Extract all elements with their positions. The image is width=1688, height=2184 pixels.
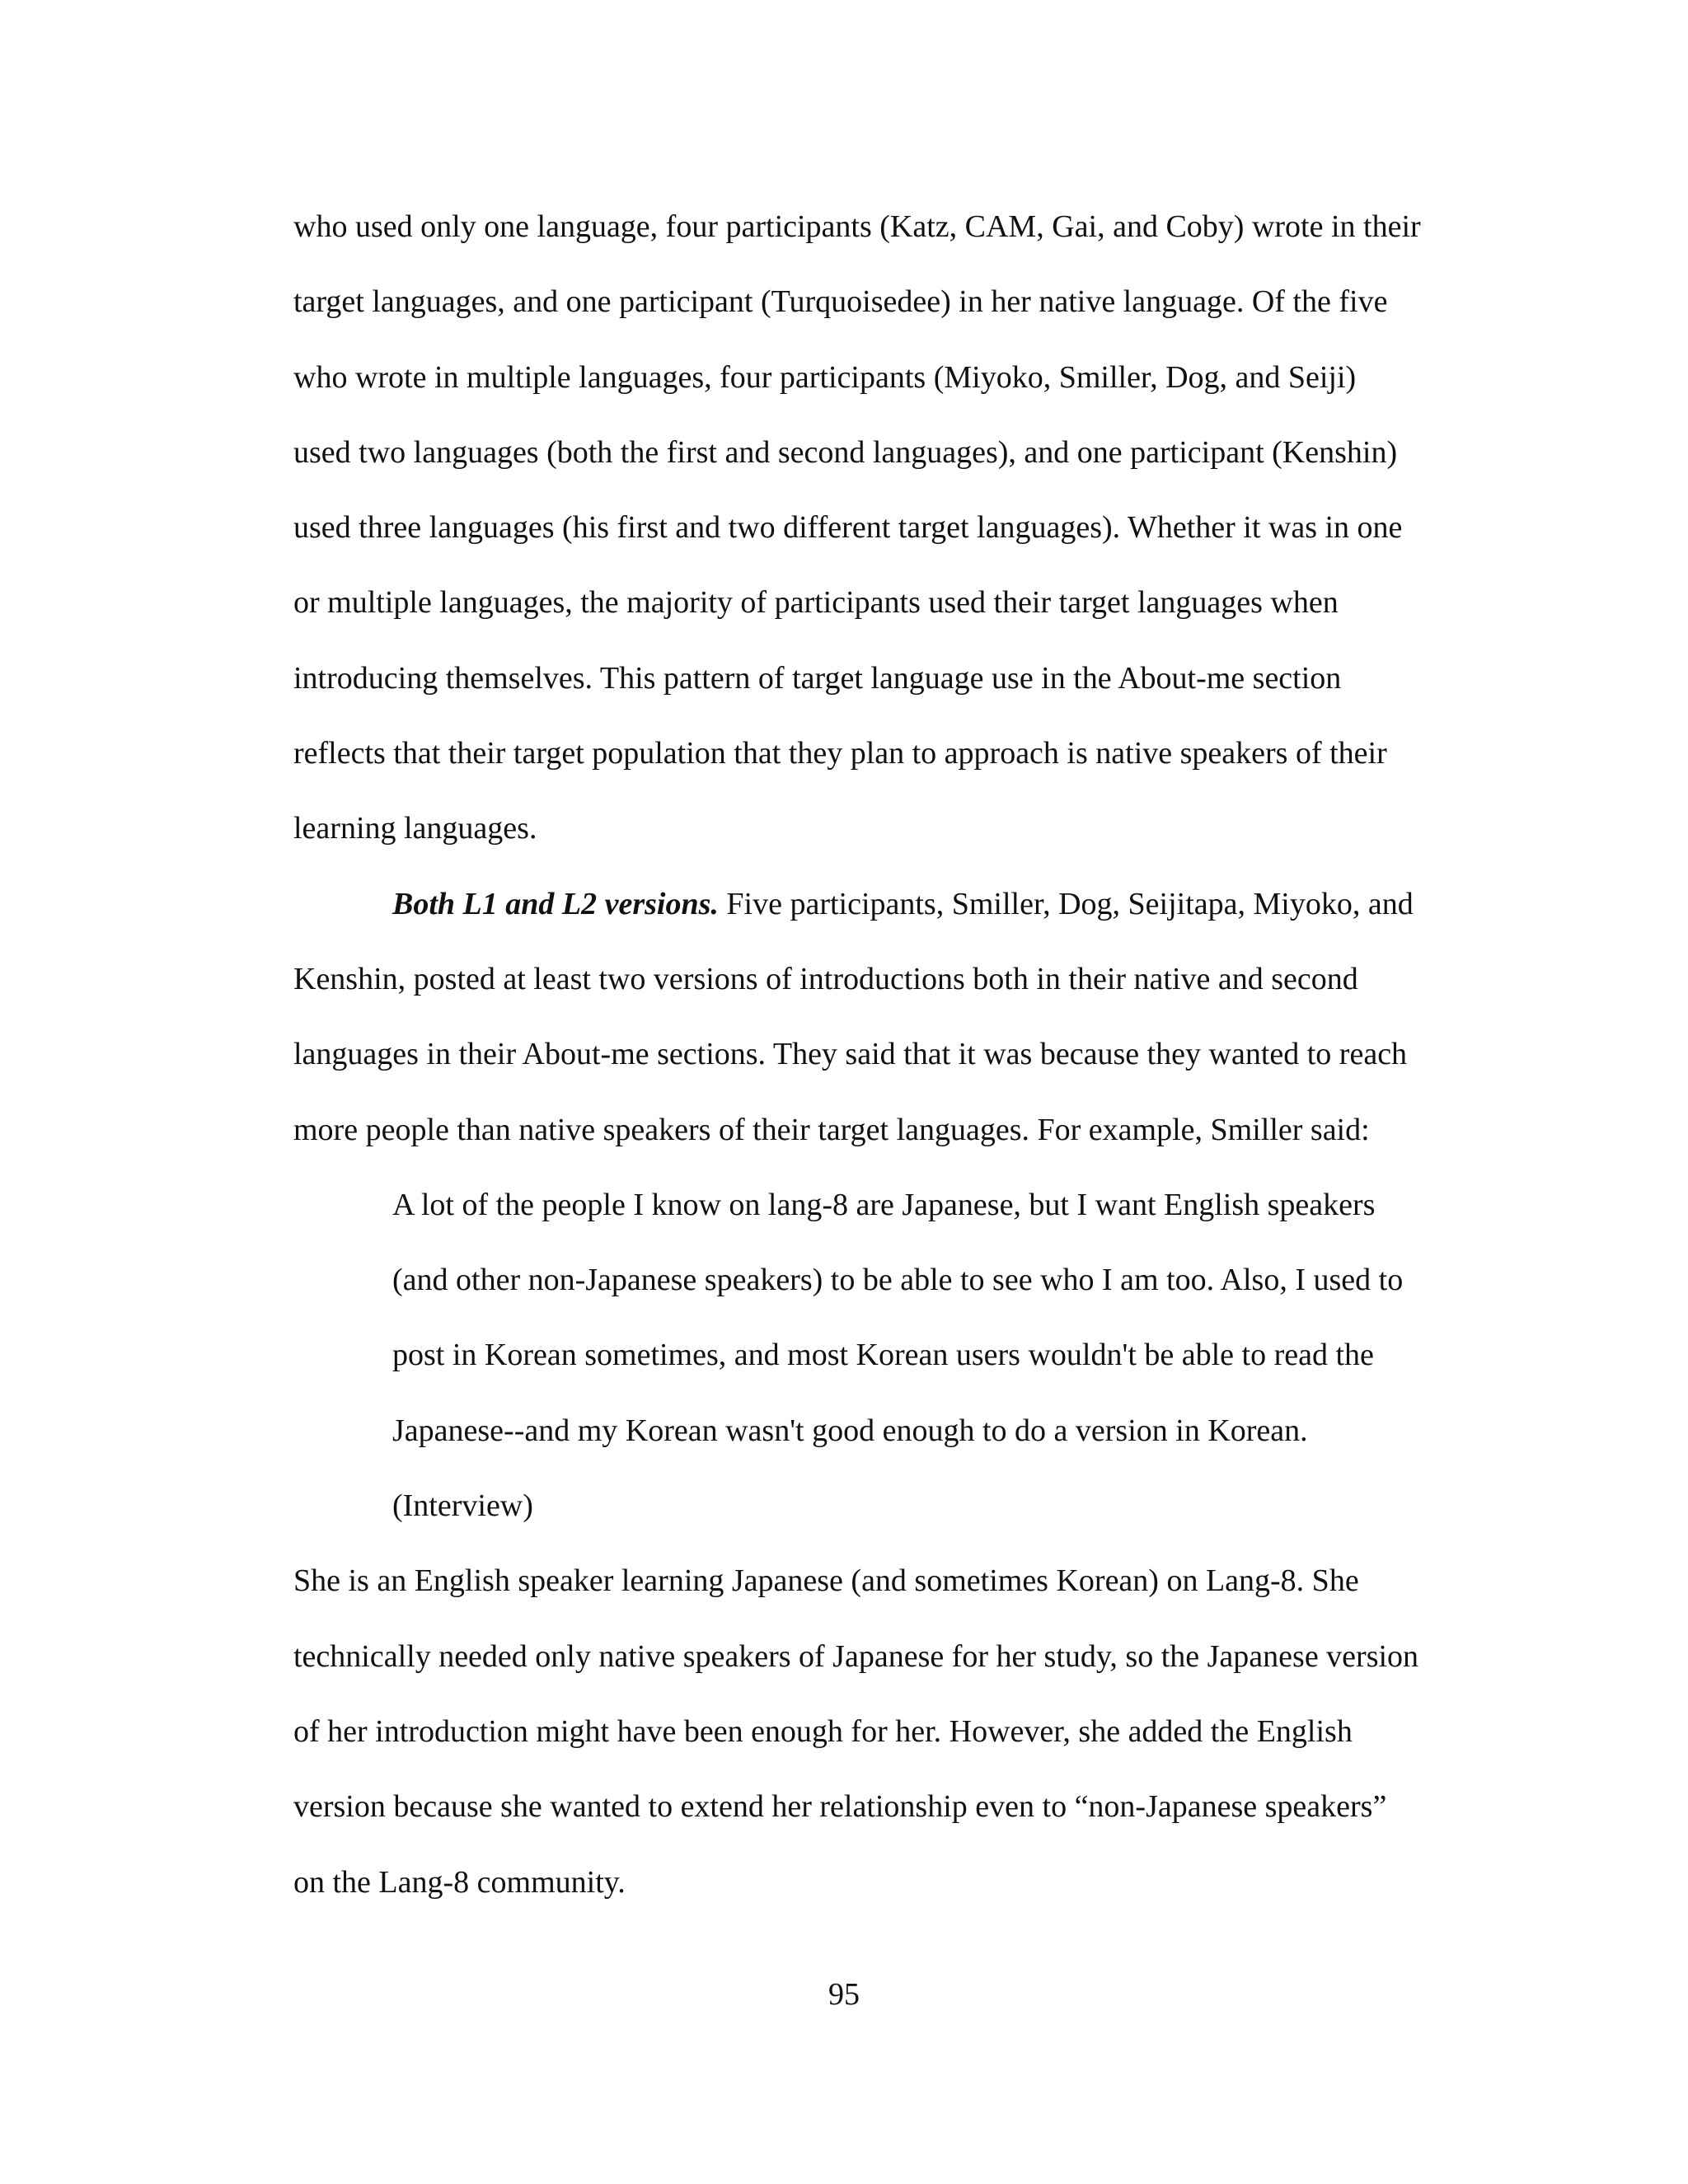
section-heading: Both L1 and L2 versions.: [392, 886, 719, 921]
text-line: technically needed only native speakers of Japanese for her study, so the Japanese version: [293, 1638, 1419, 1674]
text-line: introducing themselves. This pattern of target language use in the About-me section: [293, 660, 1342, 696]
section-first-line: [293, 867, 1480, 942]
text-line: target languages, and one participant (Turquoisedee) in her native language. Of the five: [293, 284, 1388, 320]
body-text: [293, 190, 1480, 1920]
text-line: learning languages.: [293, 811, 537, 846]
page-number: 95: [828, 1977, 860, 2012]
text-line: Kenshin, posted at least two versions of introductions both in their native and second: [293, 961, 1358, 996]
section-paragraph: [293, 867, 1480, 1168]
quote-line: A lot of the people I know on lang-8 are Japanese, but I want English speakers: [392, 1187, 1376, 1222]
text-line: who used only one language, four participants (Katz, CAM, Gai, and Coby) wrote in their: [293, 209, 1421, 244]
text-line: languages in their About-me sections. They said that it was because they wanted to reach: [293, 1037, 1408, 1072]
text-line: of her introduction might have been enough for her. However, she added the English: [293, 1713, 1353, 1749]
paragraph-continued: [293, 190, 1480, 867]
text-line: used two languages (both the first and second languages), and one participant (Kenshin): [293, 434, 1398, 470]
quote-line: post in Korean sometimes, and most Korean users wouldn't be able to read the: [392, 1338, 1374, 1373]
text-line: who wrote in multiple languages, four participants (Miyoko, Smiller, Dog, and Seiji): [293, 359, 1357, 395]
text-line: more people than native speakers of their target languages. For example, Smiller said:: [293, 1112, 1370, 1147]
quote-citation: (Interview): [392, 1488, 533, 1524]
quote-line: (and other non-Japanese speakers) to be able to see who I am too. Also, I used to: [392, 1263, 1404, 1298]
block-quote: [293, 1168, 1480, 1544]
text-line: version because she wanted to extend her relationship even to “non-Japanese speakers”: [293, 1789, 1387, 1825]
quote-line: Japanese--and my Korean wasn't good enough to do a version in Korean.: [392, 1413, 1308, 1448]
section-first-line-text: Five participants, Smiller, Dog, Seijitapa, Miyoko, and: [718, 886, 1414, 921]
text-line: used three languages (his first and two different target languages). Whether it was in one: [293, 510, 1403, 546]
paragraph-after-quote: [293, 1544, 1480, 1919]
text-line: or multiple languages, the majority of participants used their target languages when: [293, 585, 1339, 621]
text-line: on the Lang-8 community.: [293, 1864, 626, 1900]
text-line: reflects that their target population that they plan to approach is native speakers of their: [293, 736, 1387, 771]
text-line: She is an English speaker learning Japanese (and sometimes Korean) on Lang-8. She: [293, 1563, 1359, 1599]
